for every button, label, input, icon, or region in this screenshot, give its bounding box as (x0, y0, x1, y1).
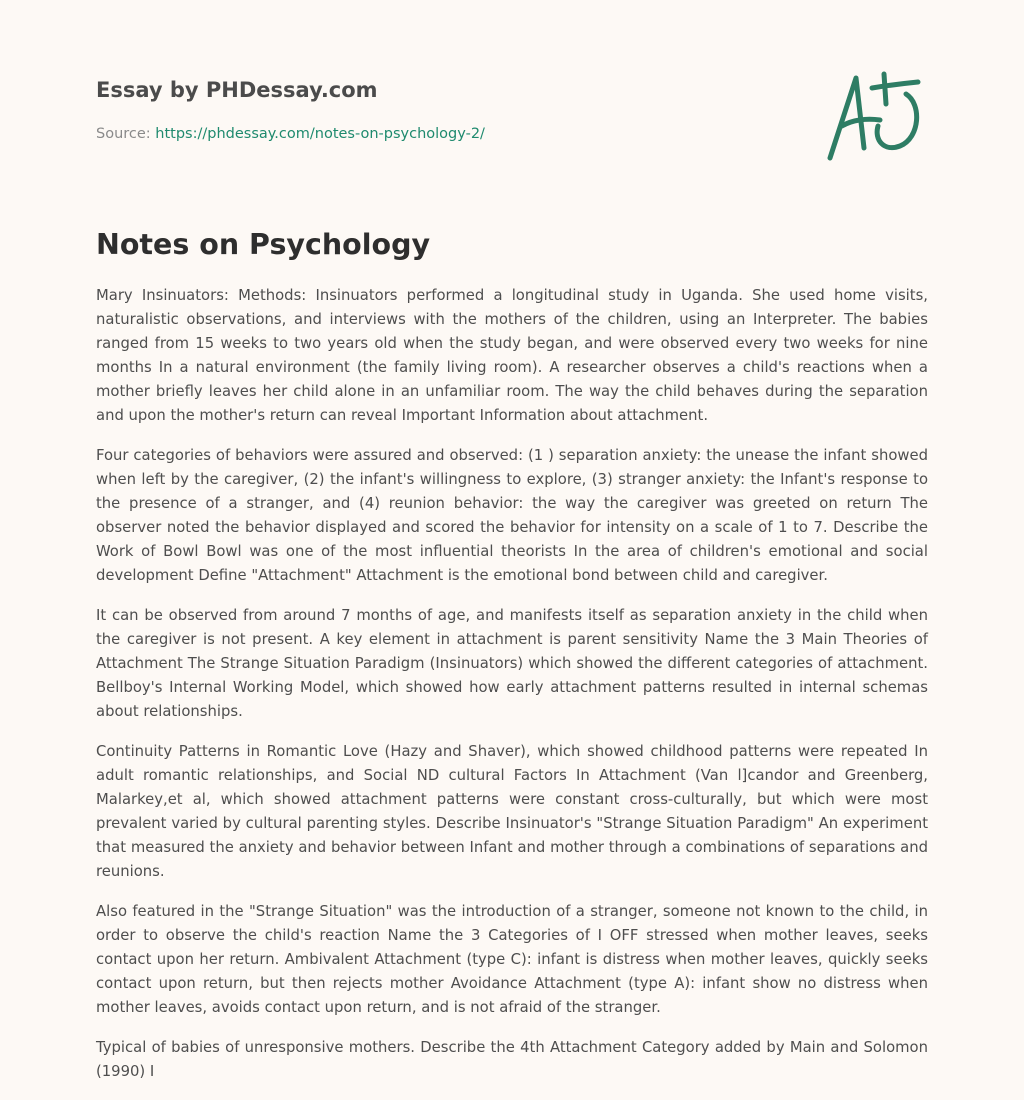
article-body (96, 284, 928, 1100)
paragraph: Continuity Patterns in Romantic Love (Hazy and Shaver), which showed childhood patterns were repeated In adult romantic relationships, and Social ND cultural Factors In Attachment (Van l]candor and Greenberg, Malarkey,et al, which showed attachment patterns were constant cross-culturally, but which were most prevalent varied by cultural parenting styles. Describe Insinuator's "Strange Situation Paradigm" An experiment that measured the anxiety and behavior between Infant and mother through a combinations of separations and reunions. (96, 743, 928, 880)
paragraph: Mary Insinuators: Methods: Insinuators performed a longitudinal study in Uganda. She used home visits, naturalistic observations, and interviews with the mothers of the children, using an Interpreter. The babies ranged from 15 weeks to two years old when the study began, and were observed every two weeks for nine months In a natural environment (the family living room). A researcher observes a child's reactions when a mother briefly leaves her child alone in an unfamiliar room. The way the child behaves during the separation and upon the mother's return can reveal Important Information about attachment. (96, 287, 928, 424)
paragraph: It can be observed from around 7 months of age, and manifests itself as separation anxiety in the child when the caregiver is not present. A key element in attachment is parent sensitivity Name the 3 Main Theories of Attachment The Strange Situation Paradigm (Insinuators) which showed the different categories of attachment. Bellboy's Internal Working Model, which showed how early attachment patterns resulted in internal schemas about relationships. (96, 607, 928, 720)
a-plus-grade-icon (822, 66, 926, 166)
paragraph: Also featured in the "Strange Situation" was the introduction of a stranger, someone not known to the child, in order to observe the child's reaction Name the 3 Categories of I OFF stressed when mother leaves, seeks contact upon her return. Ambivalent Attachment (type C): infant is distress when mother leaves, quickly seeks contact upon return, but then rejects mother Avoidance Attachment (type A): infant show no distress when mother leaves, avoids contact upon return, and is not afraid of the stranger. (96, 903, 928, 1016)
article-title: Notes on Psychology (96, 228, 431, 261)
source-line (96, 124, 796, 144)
site-brand: Essay by PHDessay.com (96, 78, 378, 102)
paragraph: Typical of babies of unresponsive mothers. Describe the 4th Attachment Category added by Main and Solomon (1990) I (96, 1039, 928, 1080)
source-label: Source: (96, 126, 151, 142)
paragraph: Four categories of behaviors were assured and observed: (1 ) separation anxiety: the unease the infant showed when left by the caregiver, (2) the infant's willingness to explore, (3) stranger anxiety: the Infant's response to the presence of a stranger, and (4) reunion behavior: the way the caregiver was greeted on return The observer noted the behavior displayed and scored the behavior for intensity on a scale of 1 to 7. Describe the Work of Bowl Bowl was one of the most influential theorists In the area of children's emotional and social development Define "Attachment" Attachment is the emotional bond between child and caregiver. (96, 447, 928, 584)
page-header (96, 74, 796, 144)
source-link[interactable]: https://phdessay.com/notes-on-psychology-2/ (155, 126, 485, 142)
